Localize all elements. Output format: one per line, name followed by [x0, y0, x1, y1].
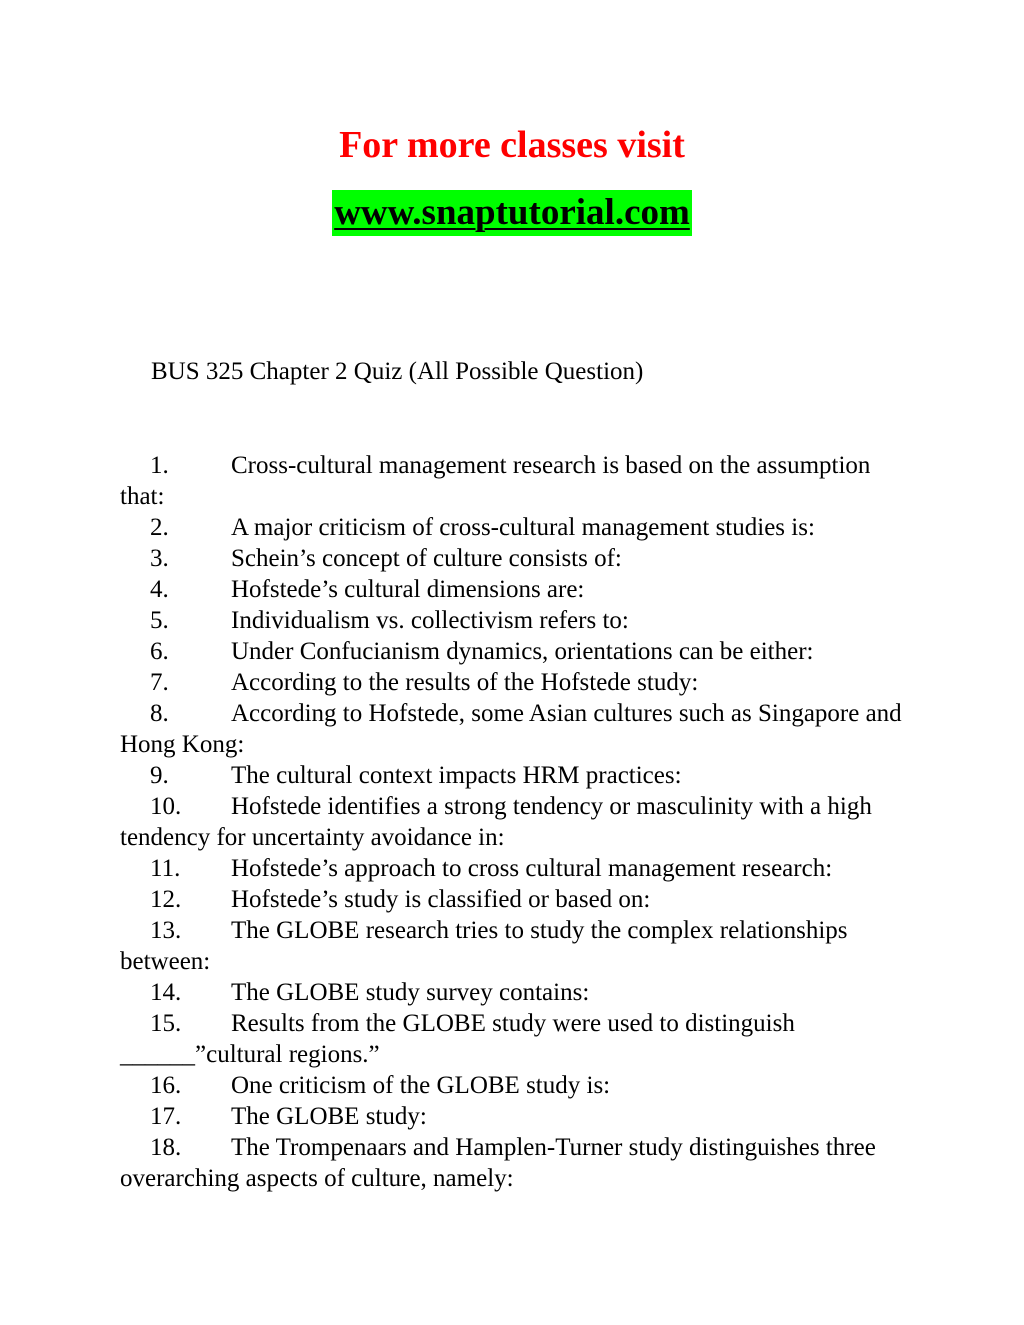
question-text: The GLOBE study survey contains: [231, 979, 590, 1006]
question-item [120, 512, 910, 543]
question-number: 10. [150, 793, 182, 820]
question-number: 18. [150, 1134, 182, 1161]
question-number: 12. [150, 886, 182, 913]
question-text: The cultural context impacts HRM practices: [231, 762, 682, 789]
promo-heading: For more classes visit [339, 124, 685, 166]
question-text: Hofstede’s study is classified or based on: [231, 886, 651, 913]
question-text: Results from the GLOBE study were used to distinguish ______”cultural regions.” [120, 1010, 795, 1068]
question-number: 11. [150, 855, 181, 882]
question-item [120, 884, 910, 915]
question-text: Individualism vs. collectivism refers to: [231, 607, 629, 634]
question-number: 14. [150, 979, 182, 1006]
question-number: 16. [150, 1072, 182, 1099]
question-item [120, 605, 910, 636]
promo-website-link[interactable]: www.snaptutorial.com [332, 190, 692, 236]
question-item [120, 915, 910, 977]
question-item [120, 1008, 910, 1070]
question-item [120, 1101, 910, 1132]
question-item [120, 667, 910, 698]
document-title: BUS 325 Chapter 2 Quiz (All Possible Question) [151, 358, 644, 385]
question-text: The Trompenaars and Hamplen-Turner study distinguishes three overarching aspects of culture, namely: [120, 1134, 876, 1192]
question-text: According to Hofstede, some Asian cultures such as Singapore and Hong Kong: [120, 700, 902, 758]
question-number: 7. [150, 669, 169, 696]
question-text: A major criticism of cross-cultural management studies is: [231, 514, 815, 541]
question-text: According to the results of the Hofstede study: [231, 669, 699, 696]
question-text: Hofstede’s approach to cross cultural management research: [231, 855, 833, 882]
question-item [120, 791, 910, 853]
question-text: One criticism of the GLOBE study is: [231, 1072, 611, 1099]
question-text: Cross-cultural management research is based on the assumption that: [120, 452, 871, 510]
question-number: 2. [150, 514, 169, 541]
question-text: Under Confucianism dynamics, orientations can be either: [231, 638, 814, 665]
question-text: Hofstede’s cultural dimensions are: [231, 576, 585, 603]
question-number: 15. [150, 1010, 182, 1037]
question-item [120, 1070, 910, 1101]
question-text: Schein’s concept of culture consists of: [231, 545, 622, 572]
promo-link-container [0, 190, 1024, 236]
question-text: The GLOBE research tries to study the complex relationships between: [120, 917, 848, 975]
question-item [120, 543, 910, 574]
question-number: 3. [150, 545, 169, 572]
question-text: The GLOBE study: [231, 1103, 427, 1130]
question-number: 5. [150, 607, 169, 634]
question-text: Hofstede identifies a strong tendency or masculinity with a high tendency for uncertainty avoidance in: [120, 793, 872, 851]
question-item [120, 450, 910, 512]
question-number: 6. [150, 638, 169, 665]
question-list [120, 450, 910, 1194]
question-number: 1. [150, 452, 169, 479]
question-item [120, 636, 910, 667]
question-number: 13. [150, 917, 182, 944]
question-number: 9. [150, 762, 169, 789]
question-item [120, 760, 910, 791]
question-number: 8. [150, 700, 169, 727]
question-item [120, 1132, 910, 1194]
question-item [120, 853, 910, 884]
question-item [120, 574, 910, 605]
question-number: 4. [150, 576, 169, 603]
question-item [120, 977, 910, 1008]
question-item [120, 698, 910, 760]
question-number: 17. [150, 1103, 182, 1130]
